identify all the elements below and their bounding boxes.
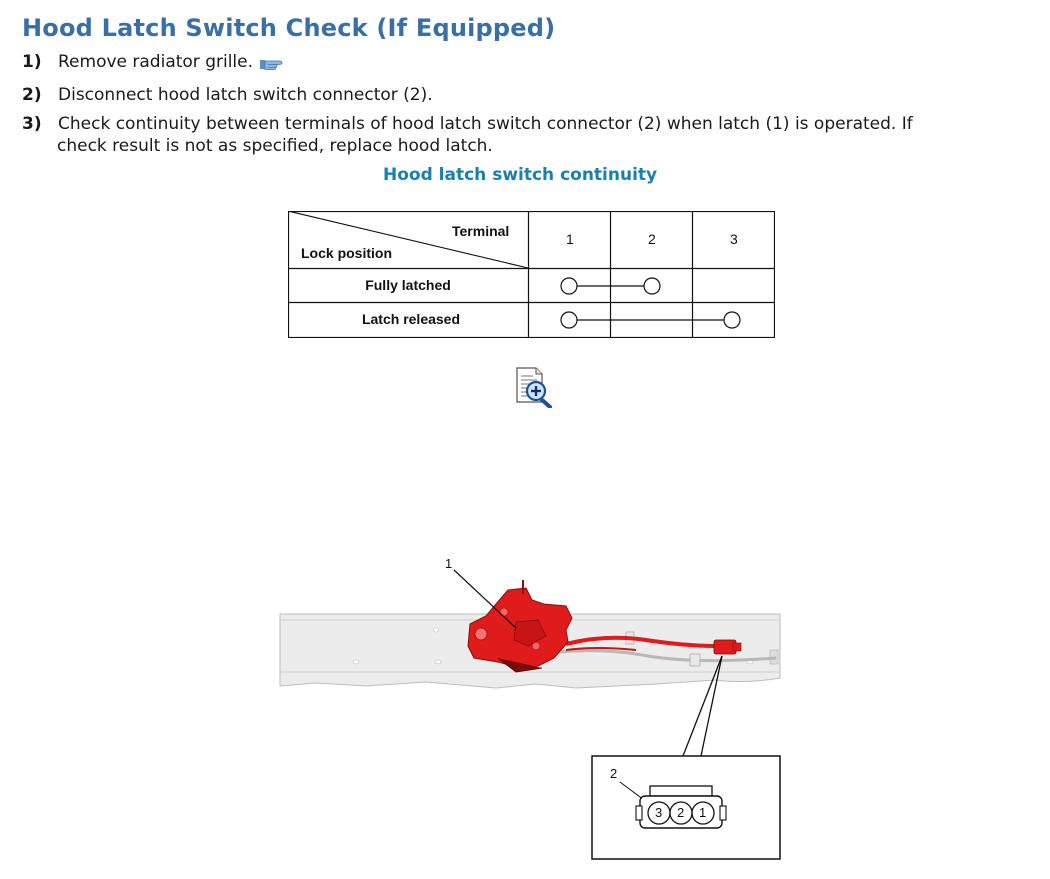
terminal-3-header: 3	[730, 231, 738, 247]
step-1	[22, 51, 283, 73]
latch-callout-label: 1	[445, 556, 453, 571]
page-title: Hood Latch Switch Check (If Equipped)	[22, 14, 556, 42]
terminal-2-header: 2	[648, 231, 656, 247]
step-2	[22, 84, 433, 106]
step-3	[22, 113, 913, 135]
continuity-table	[288, 211, 775, 338]
continuity-link-latch-released	[561, 312, 740, 328]
hood-latch-drawing	[276, 550, 786, 865]
step-number: 1)	[22, 52, 42, 72]
terminal-1-header: 1	[566, 231, 574, 247]
step-number: 2)	[22, 85, 42, 105]
row-fully-latched: Fully latched	[365, 277, 451, 293]
step-text: Disconnect hood latch switch connector (2).	[58, 85, 433, 105]
step-number: 3)	[22, 114, 42, 134]
zoom-in-document-icon[interactable]	[514, 366, 554, 408]
row-latch-released: Latch released	[361, 311, 461, 327]
connector-pin-2-label: 2	[677, 805, 685, 820]
header-lock-position: Lock position	[301, 245, 392, 261]
table-caption: Hood latch switch continuity	[383, 165, 658, 185]
step-text: Check continuity between terminals of hood latch switch connector (2) when latch (1) is operated. If	[58, 114, 913, 134]
header-terminal: Terminal	[452, 223, 510, 239]
connector-callout-label: 2	[610, 766, 618, 781]
step-text: Remove radiator grille.	[58, 52, 254, 72]
connector-pin-3-label: 3	[655, 805, 663, 820]
step-3-continuation: check result is not as specified, replace hood latch.	[57, 136, 493, 156]
reference-hand-icon[interactable]	[259, 55, 283, 69]
connector-pin-1-label: 1	[699, 805, 707, 820]
hood-latch-illustration	[276, 550, 786, 865]
